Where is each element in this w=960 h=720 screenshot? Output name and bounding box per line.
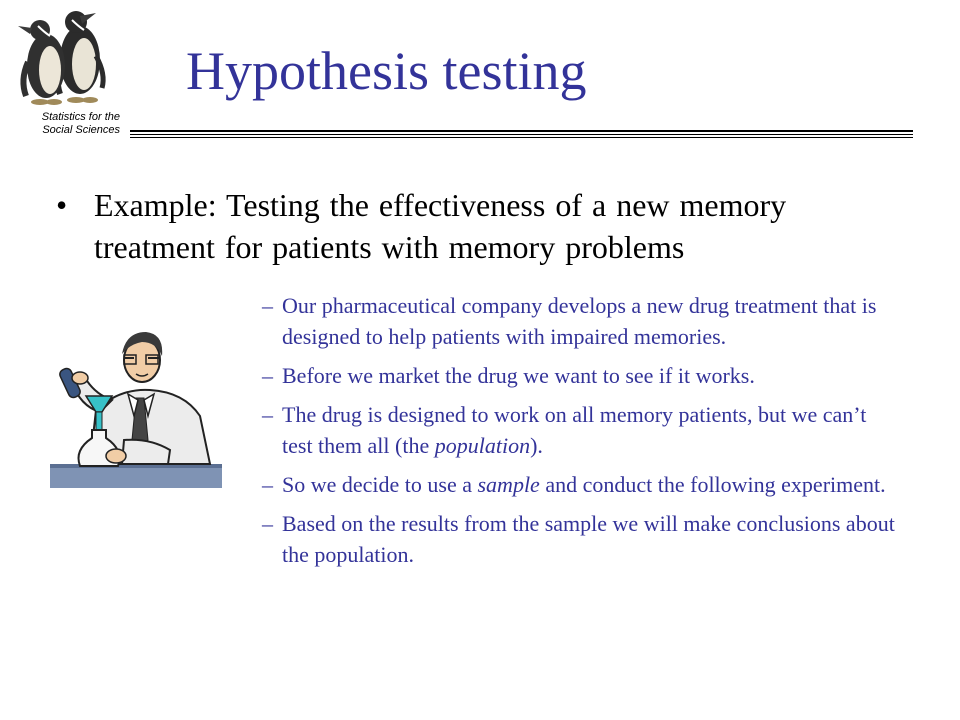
sub-bullet-item — [262, 508, 902, 570]
sub-bullet-item — [262, 360, 902, 391]
penguins-icon — [10, 4, 120, 108]
sub-bullet-italic-term: sample — [477, 472, 540, 497]
main-bullet — [56, 184, 906, 268]
sub-bullet-italic-term: population — [434, 433, 531, 458]
sub-bullet-dash: – — [262, 293, 273, 318]
sub-bullet-item — [262, 469, 902, 500]
sub-bullet-text-before: The drug is designed to work on all memory patients, but we can’t test them all (the — [282, 402, 867, 458]
logo-caption — [8, 111, 120, 137]
main-bullet-text: Example: Testing the effectiveness of a new memory treatment for patients with memory problems — [94, 187, 787, 265]
sub-bullet-item — [262, 399, 902, 461]
slide-title: Hypothesis testing — [186, 41, 587, 101]
scientist-illustration — [50, 320, 222, 488]
bullet-dot: • — [56, 187, 68, 223]
sub-bullet-dash: – — [262, 511, 273, 536]
sub-bullet-text-after: and conduct the following experiment. — [539, 472, 886, 497]
sub-bullet-text: Based on the results from the sample we will make conclusions about the population. — [282, 511, 895, 567]
scientist-with-beaker-icon — [50, 320, 222, 488]
title-rule-thin-1 — [130, 134, 913, 135]
penguins-logo — [10, 4, 120, 108]
sub-bullet-item — [262, 290, 902, 352]
logo-caption-line1: Statistics for the — [41, 111, 120, 123]
sub-bullet-dash: – — [262, 363, 273, 388]
logo-caption-line2: Social Sciences — [42, 124, 120, 136]
sub-bullet-dash: – — [262, 402, 273, 427]
sub-bullet-dash: – — [262, 472, 273, 497]
sub-bullet-text-before: So we decide to use a — [282, 472, 478, 497]
sub-bullet-list — [262, 290, 902, 578]
title-rule-thick — [130, 130, 913, 132]
title-rule-thin-2 — [130, 137, 913, 138]
sub-bullet-text-after: ). — [530, 433, 543, 458]
sub-bullet-text: Our pharmaceutical company develops a new drug treatment that is designed to help patients with impaired memories. — [282, 293, 877, 349]
sub-bullet-text: Before we market the drug we want to see if it works. — [282, 363, 755, 388]
